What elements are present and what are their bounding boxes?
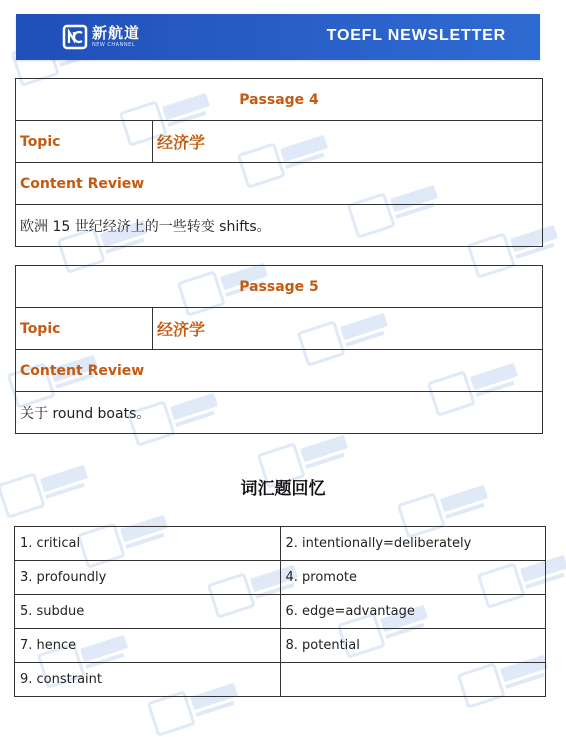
logo-text-en: NEW CHANNEL — [92, 42, 136, 48]
table-row — [15, 629, 546, 663]
content-review-label: Content Review — [16, 350, 543, 392]
topic-label: Topic — [16, 308, 153, 350]
vocab-item: 5. subdue — [15, 595, 281, 629]
passage-table — [15, 265, 543, 434]
topic-value: 经济学 — [153, 308, 543, 350]
vocab-item: 2. intentionally=deliberately — [280, 527, 546, 561]
passage-title: Passage 5 — [16, 266, 543, 308]
vocab-item: 7. hence — [15, 629, 281, 663]
table-row — [15, 595, 546, 629]
content-review-text: 欧洲 15 世纪经济上的一些转变 shifts。 — [16, 205, 543, 247]
vocab-item: 6. edge=advantage — [280, 595, 546, 629]
vocab-item: 4. promote — [280, 561, 546, 595]
topic-label: Topic — [16, 121, 153, 163]
content-review-text: 关于 round boats。 — [16, 392, 543, 434]
vocab-item: 1. critical — [15, 527, 281, 561]
vocab-table — [14, 526, 546, 697]
table-row — [15, 561, 546, 595]
vocab-item — [280, 663, 546, 697]
logo-text-cn: 新航道 — [92, 24, 141, 42]
newsletter-title: TOEFL NEWSLETTER — [326, 27, 506, 44]
brand-logo — [62, 22, 140, 52]
table-row — [15, 663, 546, 697]
passage-table — [15, 78, 543, 247]
logo-icon — [62, 24, 88, 50]
topic-value: 经济学 — [153, 121, 543, 163]
vocab-item: 9. constraint — [15, 663, 281, 697]
header-banner — [16, 14, 540, 60]
vocab-heading: 词汇题回忆 — [240, 479, 326, 499]
vocab-item: 3. profoundly — [15, 561, 281, 595]
table-row — [15, 527, 546, 561]
passage-title: Passage 4 — [16, 79, 543, 121]
vocab-item: 8. potential — [280, 629, 546, 663]
content-review-label: Content Review — [16, 163, 543, 205]
